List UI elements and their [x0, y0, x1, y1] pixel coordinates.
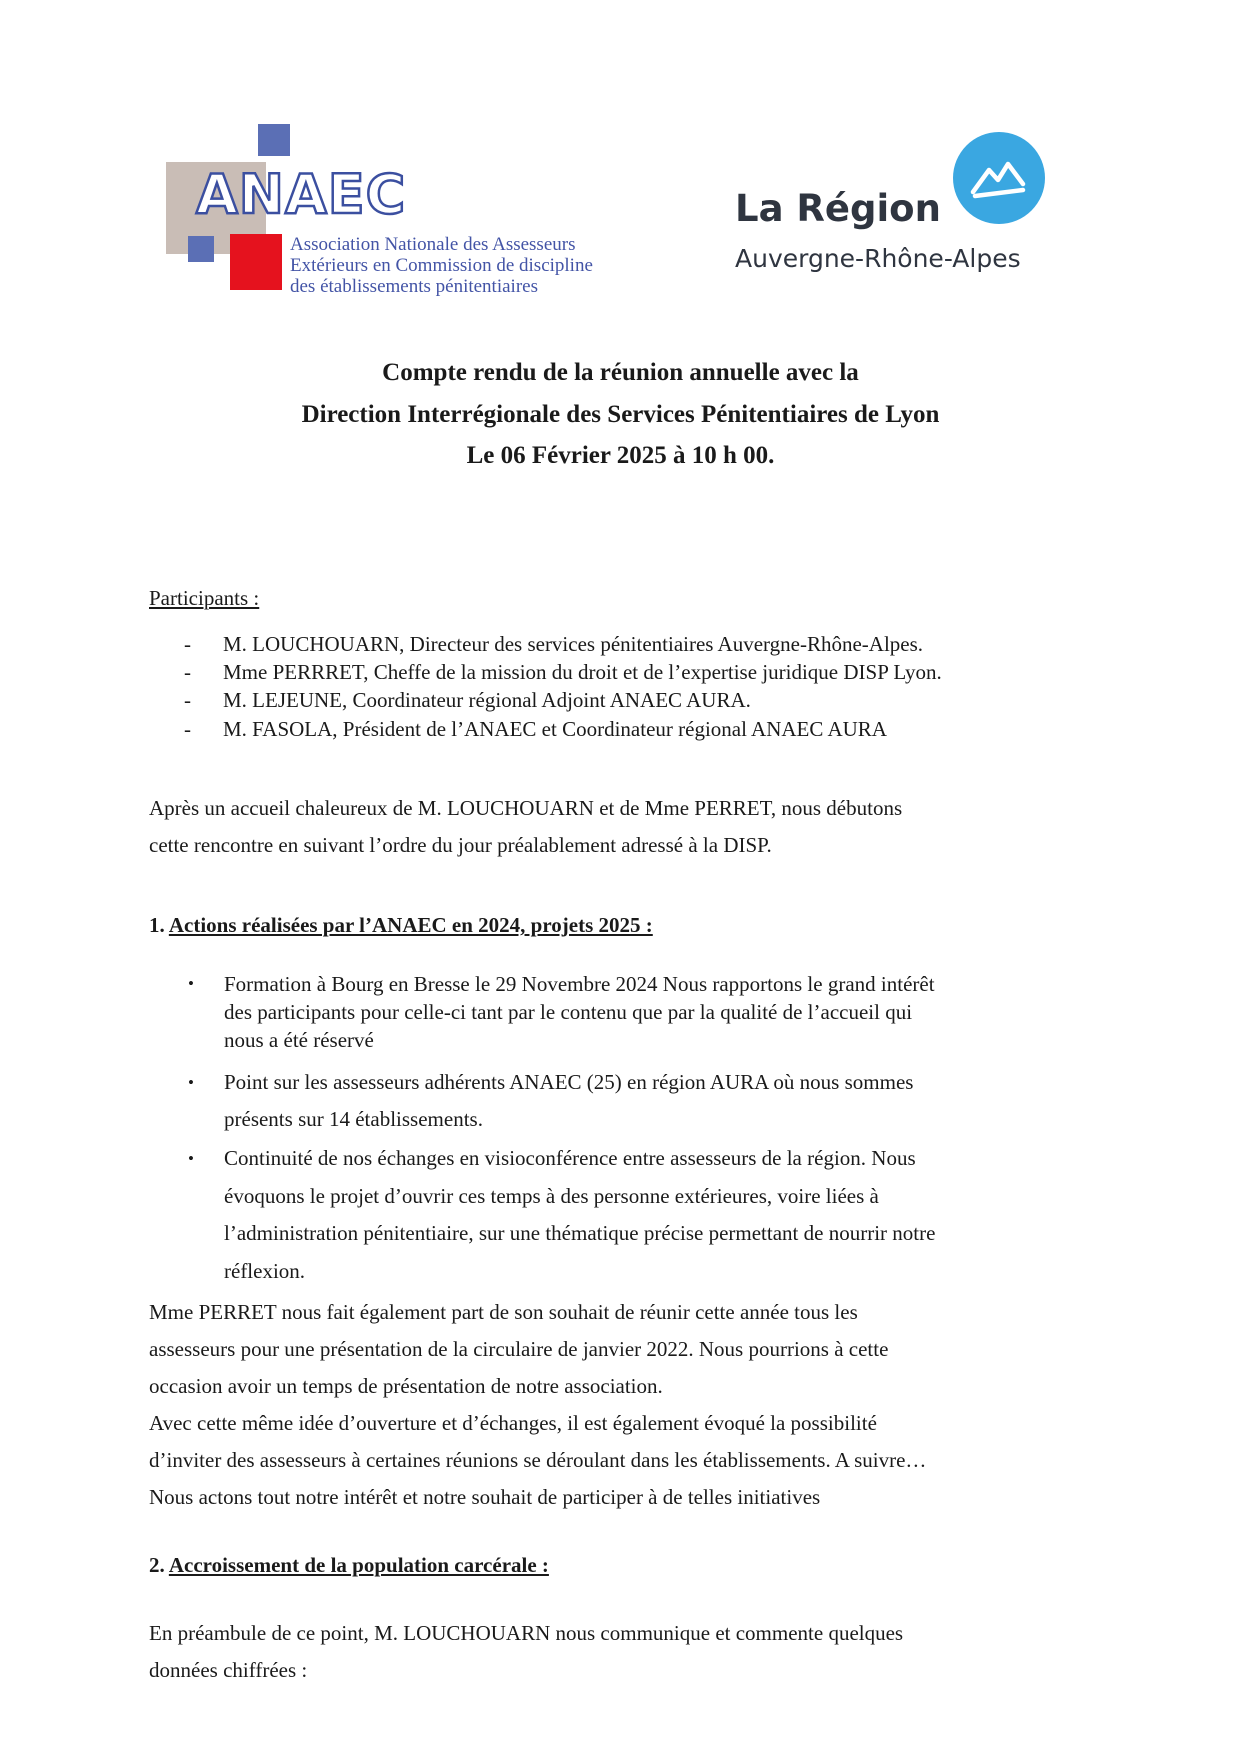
- paragraph-line: occasion avoir un temps de présentation de notre association.: [149, 1374, 663, 1398]
- anaec-logo-red-square: [230, 234, 282, 290]
- title-line: Direction Interrégionale des Services Pénitentiaires de Lyon: [301, 400, 940, 428]
- title-line: Compte rendu de la réunion annuelle avec la: [382, 359, 859, 386]
- bullet-line: évoquons le projet d’ouvrir ces temps à des personne extérieures, voire liées à: [224, 1183, 879, 1208]
- paragraph-line: Avec cette même idée d’ouverture et d’échanges, il est également évoqué la possibilité: [149, 1411, 877, 1435]
- intro-paragraph: [149, 790, 1089, 864]
- section-2-title: Accroissement de la population carcérale :: [168, 1553, 549, 1577]
- participant-item: [184, 630, 942, 658]
- dash-marker: -: [184, 716, 191, 741]
- bullet-line: Point sur les assesseurs adhérents ANAEC (25) en région AURA où nous sommes: [224, 1070, 914, 1094]
- anaec-logo-subtitle-line: Association Nationale des Assesseurs: [290, 234, 576, 255]
- participant-text: Mme PERRRET, Cheffe de la mission du droit et de l’expertise juridique DISP Lyon.: [223, 660, 942, 685]
- participant-text: M. LOUCHOUARN, Directeur des services pénitentiaires Auvergne-Rhône-Alpes.: [223, 632, 924, 656]
- participants-label: Participants :: [149, 586, 260, 610]
- dash-marker: -: [184, 632, 191, 656]
- bullet-marker: •: [188, 1073, 194, 1092]
- anaec-logo-subtitle-line: Extérieurs en Commission de discipline: [290, 255, 593, 276]
- paragraph-line: Nous actons tout notre intérêt et notre souhait de participer à de telles initiatives: [149, 1485, 821, 1509]
- bullet-line: nous a été réservé: [224, 1028, 374, 1052]
- bullet-line: présents sur 14 établissements.: [224, 1107, 483, 1131]
- paragraph-line: données chiffrées :: [149, 1658, 308, 1682]
- region-logo-name: La Région: [735, 187, 941, 230]
- bullet-line: Formation à Bourg en Bresse le 29 Novembre 2024 Nous rapportons le grand intérêt: [224, 972, 935, 996]
- anaec-logo-subtitle: [290, 234, 593, 297]
- paragraph-line: Après un accueil chaleureux de M. LOUCHOUARN et de Mme PERRET, nous débutons: [149, 796, 903, 820]
- region-logo-subtitle: Auvergne-Rhône-Alpes: [735, 244, 1021, 273]
- section-1-title: Actions réalisées par l’ANAEC en 2024, projets 2025 :: [168, 913, 653, 937]
- paragraph-line: d’inviter des assesseurs à certaines réunions se déroulant dans les établissements. A suivre…: [149, 1448, 927, 1472]
- section-1-number: 1.: [149, 913, 165, 937]
- section-2-number: 2.: [149, 1553, 165, 1577]
- paragraph-line: assesseurs pour une présentation de la circulaire de janvier 2022. Nous pourrions à cette: [149, 1337, 889, 1361]
- anaec-logo-small-blue-square: [188, 236, 214, 262]
- participants-list: [184, 630, 942, 743]
- bullet-line: des participants pour celle-ci tant par le contenu que par la qualité de l’accueil qui: [224, 1000, 913, 1024]
- anaec-logo: [150, 118, 630, 308]
- bullet-line: réflexion.: [224, 1258, 306, 1283]
- title-line: Le 06 Février 2025 à 10 h 00.: [466, 442, 775, 469]
- participant-item: [184, 715, 942, 743]
- bullet-line: l’administration pénitentiaire, sur une thématique précise permettant de nourrir notre: [224, 1221, 936, 1245]
- section-1-paragraph: [149, 1294, 1089, 1516]
- anaec-logo-subtitle-line: des établissements pénitentiaires: [290, 276, 538, 297]
- region-logo: [735, 118, 1065, 278]
- dash-marker: -: [184, 688, 191, 713]
- dash-marker: -: [184, 660, 191, 685]
- bullet-line: Continuité de nos échanges en visioconférence entre assesseurs de la région. Nous: [224, 1146, 916, 1170]
- paragraph-line: Mme PERRET nous fait également part de son souhait de réunir cette année tous les: [149, 1300, 858, 1324]
- paragraph-line: En préambule de ce point, M. LOUCHOUARN nous communique et commente quelques: [149, 1621, 904, 1645]
- participant-item: [184, 686, 942, 714]
- paragraph-line: cette rencontre en suivant l’ordre du jour préalablement adressé à la DISP.: [149, 833, 772, 857]
- section-2-paragraph: [149, 1615, 1089, 1689]
- bullet-item: [186, 970, 935, 1054]
- section-1-heading: [149, 913, 653, 938]
- section-1-bullet-list: [186, 970, 935, 1290]
- document-title: [0, 352, 1241, 477]
- bullet-item: [186, 1140, 935, 1290]
- bullet-item: [186, 1064, 935, 1138]
- participant-text: M. LEJEUNE, Coordinateur régional Adjoint ANAEC AURA.: [223, 688, 751, 713]
- region-mountain-icon: [953, 132, 1045, 224]
- anaec-logo-blue-square: [258, 124, 290, 156]
- anaec-logo-acronym: ANAEC: [196, 163, 407, 226]
- bullet-marker: •: [188, 1149, 194, 1168]
- bullet-marker: •: [188, 974, 194, 993]
- participant-text: M. FASOLA, Président de l’ANAEC et Coordinateur régional ANAEC AURA: [223, 716, 887, 741]
- section-2-heading: [149, 1553, 549, 1578]
- participant-item: [184, 658, 942, 686]
